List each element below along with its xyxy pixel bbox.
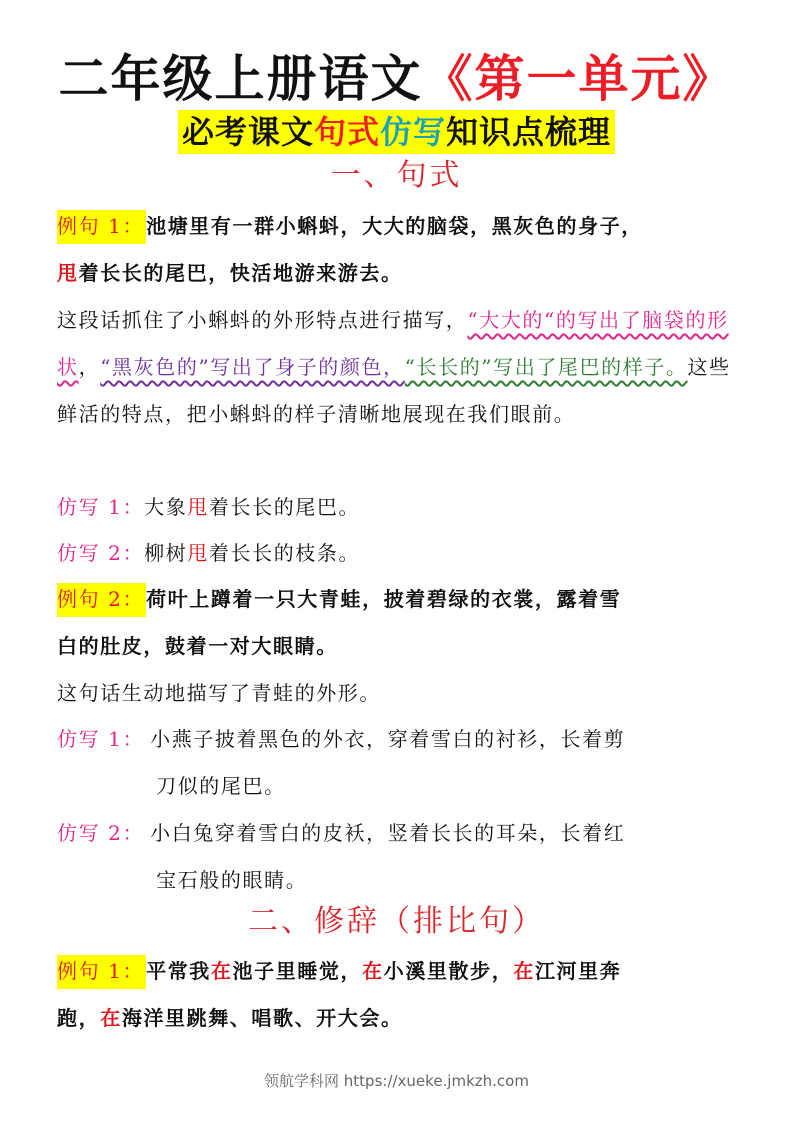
section-heading-rhetoric: 二、修辞（排比句） [248, 904, 545, 939]
subtitle-part-c: 仿写 [380, 113, 447, 151]
analysis-text: 这段话抓住了小蝌蚪的外形特点进行描写， [57, 308, 468, 332]
keyword-zai: 在 [362, 959, 384, 983]
imitation-text: 大象 [144, 495, 188, 519]
imitation-3 [57, 716, 737, 810]
imitation-body [144, 810, 737, 904]
imitation-text-end: 刀似的尾巴。 [156, 774, 286, 798]
imitation-1 [57, 484, 737, 531]
keyword-zai: 在 [210, 959, 233, 983]
imitation-text-end: 着长长的枝条。 [208, 541, 361, 565]
imitation-4 [57, 810, 737, 904]
text: 平常我 [146, 959, 211, 983]
comma: ， [78, 355, 101, 379]
example-label: 例句 1： [57, 955, 146, 989]
imitation-label: 仿写 2： [57, 541, 145, 565]
highlight-purple: “黑灰色的”写出了身子的颜色， [100, 355, 405, 379]
text: 江河里奔 [534, 959, 622, 983]
analysis-1-paragraph [57, 297, 737, 438]
subtitle [178, 110, 615, 154]
example-2-paragraph [57, 576, 737, 670]
example-2-text: 荷叶上蹲着一只大青蛙，披着碧绿的衣裳，露着雪 [146, 587, 622, 611]
text: 海洋里跳舞、唱歌、开大会。 [121, 1006, 403, 1030]
analysis-2: 这句话生动地描写了青蛙的外形。 [57, 681, 381, 705]
page-title [0, 44, 793, 114]
example-parallelism-paragraph [57, 948, 737, 1042]
subtitle-part-b: 句式 [313, 113, 380, 151]
example-1-text: 池塘里有一群小蝌蚪，大大的脑袋，黑灰色的身子， [146, 214, 643, 238]
example-label: 例句 2： [57, 583, 146, 617]
imitation-body [144, 716, 737, 810]
subtitle-banner [0, 110, 793, 154]
imitation-2 [57, 530, 737, 577]
highlight-pink: “大大的“的写出了脑袋的形状 [57, 308, 729, 379]
section-heading-sentence: 一、句式 [330, 158, 463, 193]
keyword-zai: 在 [513, 959, 535, 983]
highlight-green: “长长的”写出了尾巴的样子。 [404, 355, 688, 379]
example-1-text-end: 着长长的尾巴，快活地游来游去。 [78, 261, 403, 285]
keyword-zai: 在 [100, 1006, 122, 1030]
footer-watermark: 领航学科网 https://xueke.jmkzh.com [264, 1072, 529, 1090]
imitation-text: 小白兔穿着雪白的皮袄，竖着长长的耳朵，长着红 [150, 821, 626, 845]
example-1-paragraph [57, 203, 737, 297]
example-2-text-end: 白的肚皮，鼓着一对大眼睛。 [57, 634, 338, 658]
text: 跑， [57, 1006, 101, 1030]
keyword-shuai: 甩 [187, 495, 209, 519]
analysis-text-end: 这些鲜活的特点，把小蝌蚪的样子清晰地展现在我们眼前。 [57, 355, 731, 426]
subtitle-part-d: 知识点梳理 [446, 113, 612, 151]
imitation-text: 柳树 [144, 541, 188, 565]
imitation-label: 仿写 1： [57, 495, 145, 519]
imitation-text: 小燕子披着黑色的外衣，穿着雪白的衬衫，长着剪 [150, 727, 626, 751]
imitation-label: 仿写 1： [57, 727, 145, 751]
example-label: 例句 1： [57, 210, 146, 244]
subtitle-part-a: 必考课文 [181, 113, 314, 151]
imitation-label: 仿写 2： [57, 821, 145, 845]
keyword-shuai: 甩 [187, 541, 209, 565]
title-main: 二年级上册语文 [58, 50, 423, 108]
text: 小溪里散步， [383, 959, 514, 983]
keyword-shuai: 甩 [57, 261, 79, 285]
text: 池子里睡觉， [232, 959, 363, 983]
imitation-text-end: 着长长的尾巴。 [208, 495, 361, 519]
imitation-text-end: 宝石般的眼睛。 [156, 868, 308, 892]
title-unit: 《第一单元》 [422, 50, 735, 108]
